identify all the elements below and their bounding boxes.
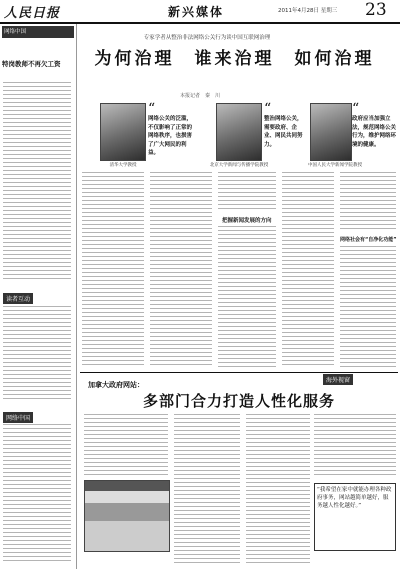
body-column-2 (150, 172, 212, 367)
article2-title: 多部门合力打造人性化服务 (143, 392, 336, 410)
sidebar-text-column-3 (3, 424, 71, 564)
photo-caption-1: 清华大学教授 (109, 163, 137, 168)
article2-column-2 (174, 414, 240, 564)
sidebar-label: 网络中国 (2, 26, 74, 38)
website-screenshot-image (84, 480, 170, 552)
body-column-5b (340, 246, 396, 367)
sidebar-headline: 特岗教师不再欠工资 (2, 60, 61, 68)
page-number: 23 (365, 0, 387, 20)
article-title: 为何治理 谁来治理 如何治理 (94, 49, 375, 69)
section-title: 新兴媒体 (168, 5, 225, 19)
article2-kicker: 加拿大政府网站： (88, 381, 144, 389)
sidebar-text-column (3, 82, 71, 282)
sidebar-text-column-2 (3, 306, 71, 401)
pull-quote-2: 整治网络公关，需要政府、企业、网民共同努力。 (264, 116, 303, 148)
quote-mark-icon: “ (264, 101, 272, 117)
pull-quote-3: 政府应当加强立法，规范网络公关行为，维护网络环境的健康。 (352, 116, 396, 148)
newspaper-logo: 人民日报 (4, 6, 61, 21)
publication-date: 2011年4月28日 星期三 (278, 8, 338, 14)
article-subhead-2: 网络社会有“自净化功能” (340, 237, 397, 243)
article2-column-3 (246, 414, 310, 564)
article2-column-4 (314, 414, 396, 478)
body-column-3b (218, 226, 276, 367)
body-column-4 (282, 172, 334, 367)
quote-mark-icon: “ (352, 101, 360, 117)
interviewee-photo-2 (216, 103, 262, 161)
interviewee-photo-1 (100, 103, 146, 161)
quote-mark-icon: “ (148, 101, 156, 117)
body-column-3a (218, 172, 276, 212)
body-column-5a (340, 172, 396, 230)
article2-column-1 (84, 414, 168, 476)
photo-caption-2: 北京大学新闻与传播学院教授 (209, 163, 269, 168)
article-divider (80, 372, 398, 373)
article-byline: 本报记者 秦 川 (180, 93, 221, 99)
article-kicker: 专家学者从整治非法网络公关行为谈中国互联网治理 (143, 35, 271, 41)
sidebar-tag-network: 网络中国 (3, 412, 33, 423)
pull-quote-1: 网络公关的泛滥，不仅影响了正常的网络秩序，也损害了广大网民的利益。 (148, 116, 193, 156)
sidebar-tag-interaction: 读者互动 (3, 293, 33, 304)
body-column-1 (82, 172, 144, 367)
photo-caption-3: 中国人民大学新闻学院教授 (308, 163, 362, 168)
article2-boxed-quote: “我希望在家中就能办理各种政府事务，网站越简单越好，服务越人性化越好。” (314, 483, 396, 551)
article-subhead-1: 把握新闻发展的方向 (222, 218, 272, 224)
interviewee-photo-3 (310, 103, 352, 161)
section-tag-overseas: 海外视窗 (323, 374, 353, 385)
